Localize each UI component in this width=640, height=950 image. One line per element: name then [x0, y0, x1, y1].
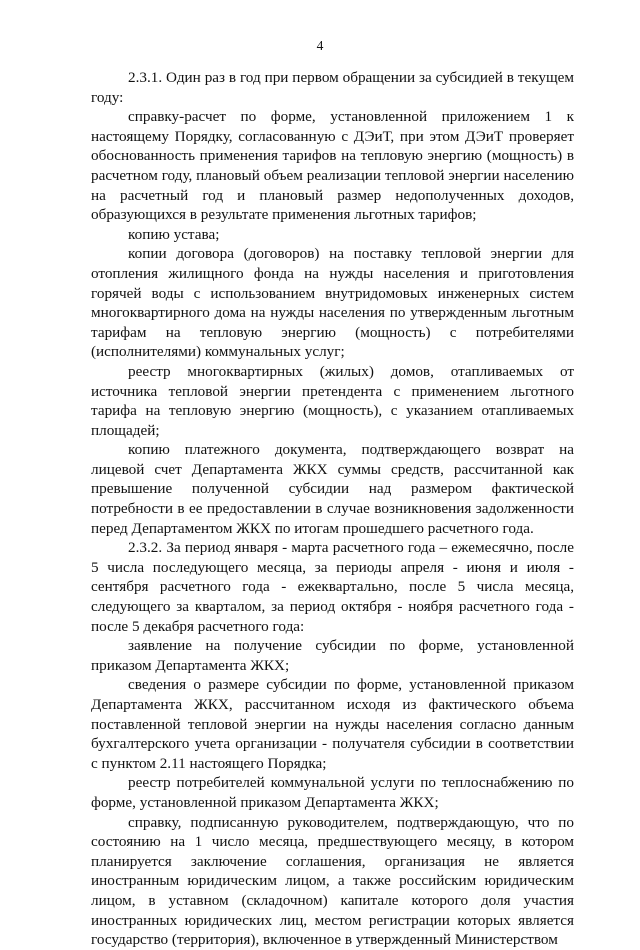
paragraph-payment-document: копию платежного документа, подтверждающего возврат на лицевой счет Департамента ЖКХ суммы средств, рассчитанной как превышение полученной субсидии над размером фактической потребности в ее предоставлении в случае возникновения задолженности перед Департаментом ЖКХ по итогам прошедшего расчетного года. [91, 441, 574, 537]
paragraph-2-3-1-heading: 2.3.1. Один раз в год при первом обращении за субсидией в текущем году: [91, 69, 574, 106]
paragraph-subsidy-application: заявление на получение субсидии по форме, установленной приказом Департамента ЖКХ; [91, 637, 574, 674]
paragraph-2-3-2-heading: 2.3.2. За период января - марта расчетного года – ежемесячно, после 5 числа последующего месяца, за периоды апреля - июня и июля - сентября расчетного года - ежеквартально, после 5 числа месяца, следующего за кварталом, за период октября - ноября расчетного года - после 5 декабря расчетного года: [91, 539, 574, 635]
paragraph-consumers-register: реестр потребителей коммунальной услуги по теплоснабжению по форме, установленной приказом Департамента ЖКХ; [91, 774, 574, 811]
paragraph-charter-copy: копию устава; [128, 225, 220, 243]
paragraph-calculation-certificate: справку-расчет по форме, установленной приложением 1 к настоящему Порядку, согласованную с ДЭиТ, при этом ДЭиТ проверяет обоснованность применения тарифов на тепловую энергию (мощность) в расчетном году, плановый объем реализации тепловой энергии населению на расчетный год и плановый размер недополученных доходов, образующихся в результате применения льготных тарифов; [91, 108, 574, 224]
paragraph-supply-contracts: копии договора (договоров) на поставку тепловой энергии для отопления жилищного фонда на нужды населения и приготовления горячей воды с использованием внутридомовых инженерных систем многоквартирного дома на нужды населения по утвержденным льготным тарифам на тепловую энергию (мощность) с потребителями (исполнителями) коммунальных услуг; [91, 245, 574, 361]
paragraph-subsidy-amount-info: сведения о размере субсидии по форме, установленной приказом Департамента ЖКХ, рассчитанном исходя из фактического объема поставленной тепловой энергии на нужды населения согласно данным бухгалтерского учета организации - получателя субсидии в соответствии с пунктом 2.11 настоящего Порядка; [91, 676, 574, 772]
paragraph-signed-certificate: справку, подписанную руководителем, подтверждающую, что по состоянию на 1 число месяца, предшествующего месяцу, в котором планируется заключение соглашения, организация не является иностранным юридическим лицом, а также российским юридическим лицом, в уставном (складочном) капитале которого доля участия иностранных юридических лиц, местом регистрации которых является государство (территория), включенное в утвержденный Министерством [91, 813, 574, 949]
document-body [91, 68, 574, 950]
page-number: 4 [316, 38, 324, 53]
paragraph-buildings-register: реестр многоквартирных (жилых) домов, отапливаемых от источника тепловой энергии претендента с применением льготного тарифа на тепловую энергию (мощность), с указанием отапливаемых площадей; [91, 362, 574, 439]
